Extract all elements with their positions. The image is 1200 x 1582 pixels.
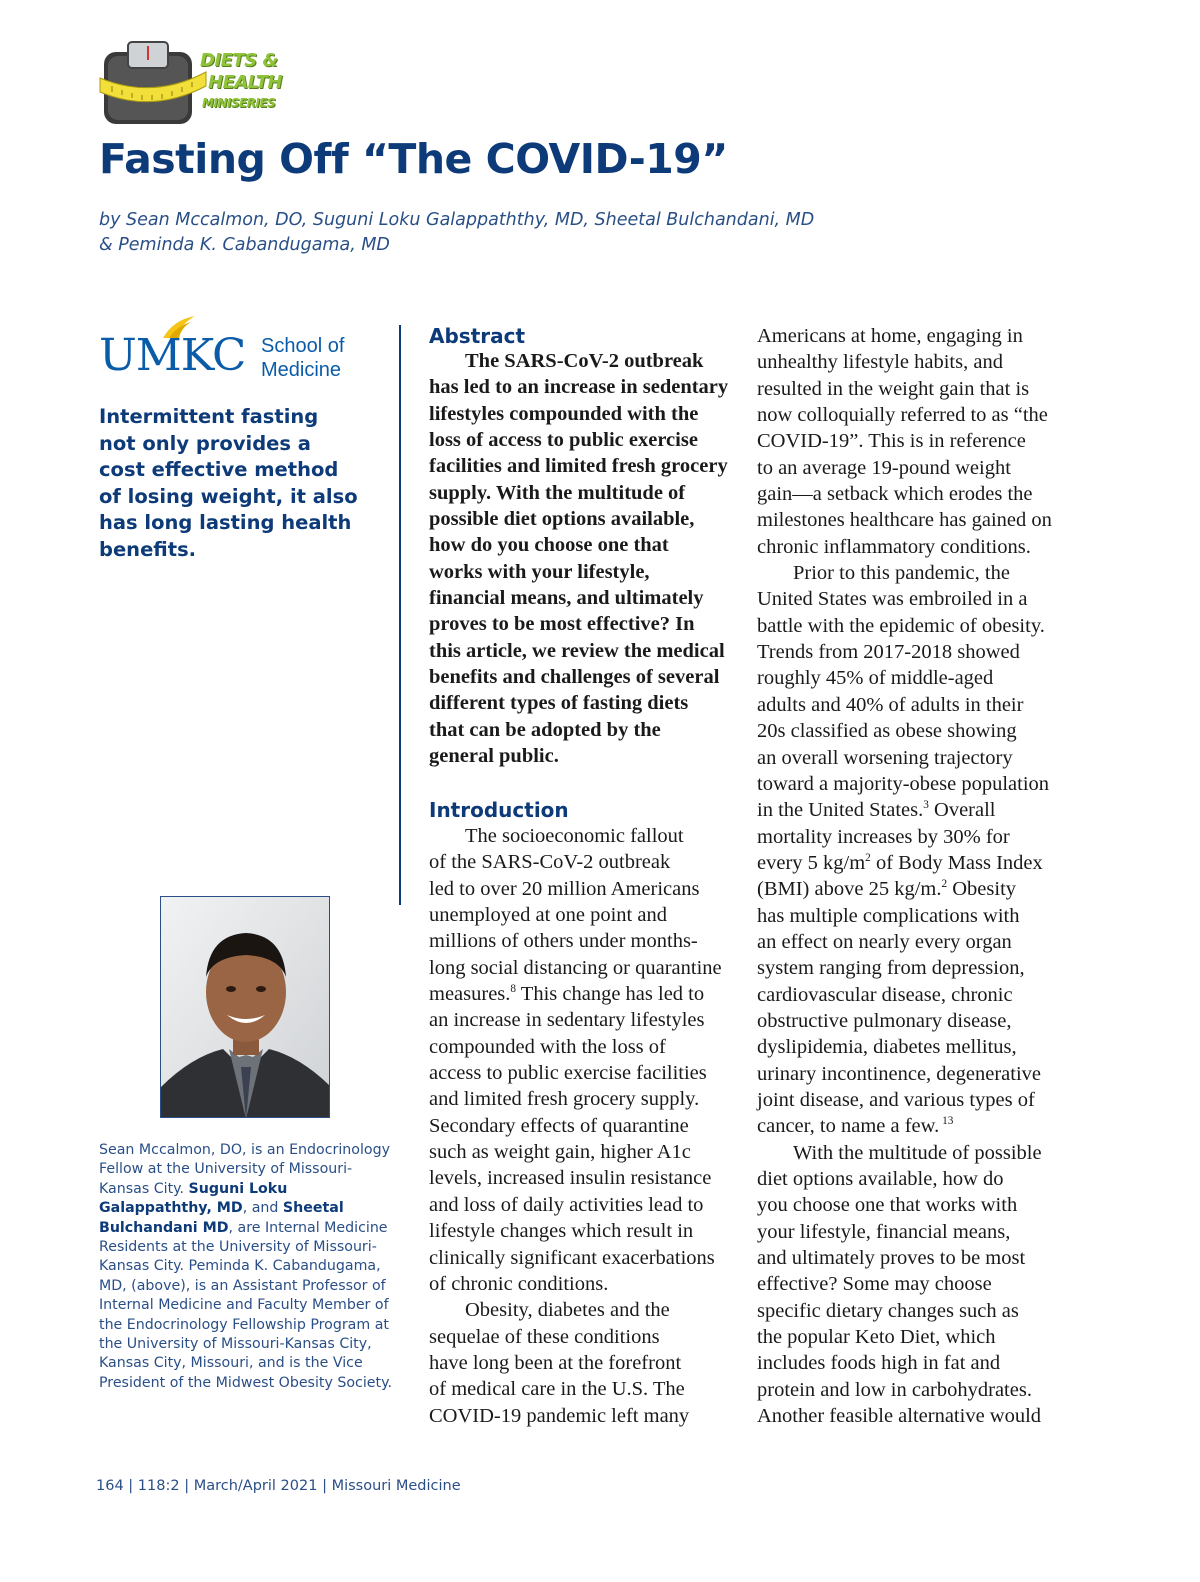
body-line-tail: of Body Mass Index [870, 851, 1043, 874]
intro-line-tail: This change has led to [516, 983, 705, 1006]
body-line [757, 876, 1052, 902]
body-line: Americans at home, engaging in [757, 325, 1023, 347]
reference-8: 8 [510, 983, 517, 996]
body-line: COVID-19”. This is in reference [757, 430, 1026, 453]
abstract-line: has led to an increase in sedentary [429, 376, 729, 399]
abstract-line: general public. [429, 745, 559, 768]
footer-separator: | [184, 1478, 190, 1494]
body-line-text: cancer, to name a few. [757, 1115, 940, 1138]
body-line: With the multitude of possible [793, 1141, 1042, 1164]
bio-text-2: , are Internal Medicine Residents at the University of Missouri-Kansas City. Peminda K. Cabandugama, MD, (above), is an Assistant Professor of Internal Medicine and Faculty Member of the Endocrinology Fellowship Program at the University of Missouri-Kansas City, Kansas City, Missouri, and is the Vice President of the Midwest Obesity Society. [99, 1219, 392, 1391]
umkc-wordmark: UMKC [99, 330, 246, 381]
issue-date: March/April 2021 [193, 1478, 318, 1494]
body-line: has multiple complications with [757, 904, 1020, 927]
body-line: United States was embroiled in a [757, 588, 1028, 611]
series-badge [98, 38, 288, 130]
body-line: Trends from 2017-2018 showed [757, 641, 1020, 664]
abstract-line: financial means, and ultimately [429, 587, 704, 610]
intro-line: and loss of daily activities lead to [429, 1193, 704, 1216]
bio-name-bulchandani: Sheetal Bulchandani MD [99, 1200, 344, 1236]
intro-line: led to over 20 million Americans [429, 877, 700, 900]
page-footer [96, 1478, 461, 1494]
body-line: unhealthy lifestyle habits, and [757, 351, 1003, 374]
body-line: now colloquially referred to as “the [757, 404, 1048, 427]
body-line: milestones healthcare has gained on [757, 509, 1052, 532]
body-line: joint disease, and various types of [757, 1088, 1035, 1111]
intro-line: clinically significant exacerbations [429, 1246, 715, 1269]
abstract-heading: Abstract [429, 324, 526, 348]
body-line [757, 850, 1052, 876]
abstract-line: facilities and limited fresh grocery [429, 455, 728, 478]
bio-separator: , and [242, 1200, 283, 1217]
body-line: an overall worsening trajectory [757, 746, 1013, 769]
intro-line: The socioeconomic fallout [465, 825, 684, 847]
pull-quote: Intermittent fasting not only provides a cost effective method of losing weight, it also has long lasting health benefits. [99, 405, 358, 561]
article-title: Fasting Off “The COVID-19” [99, 135, 728, 183]
author-bio [99, 1141, 399, 1393]
body-line: effective? Some may choose [757, 1273, 992, 1296]
abstract-line: possible diet options available, [429, 508, 695, 531]
abstract-line: The SARS-CoV-2 outbreak [465, 350, 704, 372]
body-line: you choose one that works with [757, 1194, 1018, 1217]
intro-line: lifestyle changes which result in [429, 1220, 694, 1243]
right-column-text [757, 323, 1052, 1429]
body-line: resulted in the weight gain that is [757, 377, 1030, 400]
reference-13: 13 [939, 1115, 954, 1128]
body-line: diet options available, how do [757, 1168, 1004, 1190]
page-number: 164 [96, 1478, 124, 1494]
issue-number: 118:2 [137, 1478, 180, 1494]
intro-line: such as weight gain, higher A1c [429, 1141, 691, 1164]
bio-name-galappaththy: Suguni Loku Galappaththy, MD [99, 1180, 288, 1217]
byline-line-2: & Peminda K. Cabandugama, MD [99, 235, 390, 255]
body-line: obstructive pulmonary disease, [757, 1009, 1012, 1032]
reference-3: 3 [923, 799, 929, 812]
body-line: battle with the epidemic of obesity. [757, 614, 1045, 637]
intro-line: an increase in sedentary lifestyles [429, 1009, 705, 1032]
body-line: adults and 40% of adults in their [757, 693, 1024, 716]
intro-line: levels, increased insulin resistance [429, 1167, 712, 1190]
footer-separator: | [322, 1478, 327, 1494]
abstract-line: benefits and challenges of several [429, 666, 720, 689]
body-line-text: in the United States. [757, 799, 924, 822]
intro-line: of chronic conditions. [429, 1272, 609, 1295]
intro-line: compounded with the loss of [429, 1035, 666, 1058]
intro-line-text: measures. [429, 983, 511, 1006]
intro-line [429, 981, 722, 1007]
intro-line: of medical care in the U.S. The [429, 1378, 685, 1401]
body-line: mortality increases by 30% for [757, 825, 1010, 848]
body-line: urinary incontinence, degenerative [757, 1062, 1042, 1085]
footer-separator: | [128, 1478, 134, 1494]
bio-text-1: Sean Mccalmon, DO, is an Endocrinology Fellow at the University of Missouri-Kansas City. [99, 1142, 390, 1197]
body-line [757, 1113, 1052, 1139]
body-line: toward a majority-obese population [757, 772, 1050, 795]
intro-line: COVID-19 pandemic left many [429, 1404, 690, 1427]
bathroom-scale-icon [98, 38, 208, 128]
abstract-line: this article, we review the medical [429, 639, 725, 662]
body-line-text: every 5 kg/m [757, 851, 866, 874]
series-label-line2: HEALTH [208, 72, 283, 93]
body-line [757, 797, 1052, 823]
intro-line: unemployed at one point and [429, 904, 667, 927]
byline-line-1: by Sean Mccalmon, DO, Suguni Loku Galappaththy, MD, Sheetal Bulchandani, MD [99, 210, 815, 230]
intro-line: sequelae of these conditions [429, 1325, 660, 1348]
abstract-line: proves to be most effective? In [429, 613, 695, 636]
abstract-text [429, 348, 728, 770]
body-line: and ultimately proves to be most [757, 1247, 1026, 1270]
body-line: your lifestyle, financial means, [757, 1220, 1011, 1243]
reference-2: 2 [941, 878, 948, 891]
series-label-line3: MINISERIES [202, 96, 276, 110]
intro-line: of the SARS-CoV-2 outbreak [429, 851, 671, 874]
abstract-line: that can be adopted by the [429, 718, 661, 741]
intro-line: and limited fresh grocery supply. [429, 1088, 700, 1111]
body-line-tail: Overall [928, 799, 996, 822]
body-line: Another feasible alternative would [757, 1405, 1042, 1428]
column-divider [399, 325, 401, 905]
intro-line: long social distancing or quarantine [429, 956, 722, 979]
abstract-line: loss of access to public exercise [429, 429, 698, 452]
body-line: gain—a setback which erodes the [757, 483, 1033, 506]
body-line: to an average 19-pound weight [757, 456, 1011, 479]
body-line: dyslipidemia, diabetes mellitus, [757, 1036, 1017, 1059]
body-line-tail: Obesity [947, 878, 1017, 901]
body-line: specific dietary changes such as [757, 1299, 1019, 1322]
body-line: an effect on nearly every organ [757, 930, 1012, 953]
umkc-subtitle-line2: Medicine [261, 359, 342, 381]
intro-line: access to public exercise facilities [429, 1062, 707, 1085]
introduction-text [429, 823, 722, 1429]
umkc-subtitle-line1: School of [261, 335, 345, 357]
body-line: protein and low in carbohydrates. [757, 1378, 1032, 1401]
body-line: roughly 45% of middle-aged [757, 667, 994, 690]
body-line: the popular Keto Diet, which [757, 1326, 996, 1349]
introduction-heading: Introduction [429, 798, 569, 822]
abstract-line: supply. With the multitude of [429, 481, 686, 504]
series-label-line1: DIETS & [200, 50, 278, 71]
intro-line: millions of others under months- [429, 930, 698, 953]
body-line: system ranging from depression, [757, 957, 1025, 980]
superscript-2: 2 [865, 851, 871, 864]
body-line: cardiovascular disease, chronic [757, 983, 1013, 1006]
abstract-line: different types of fasting diets [429, 692, 689, 715]
abstract-line: works with your lifestyle, [429, 560, 650, 583]
abstract-line: how do you choose one that [429, 534, 669, 557]
body-line-text: (BMI) above 25 kg/m. [757, 878, 942, 901]
umkc-logo [99, 314, 349, 386]
intro-line: Secondary effects of quarantine [429, 1114, 689, 1137]
journal-name: Missouri Medicine [331, 1478, 461, 1494]
intro-line: have long been at the forefront [429, 1351, 682, 1374]
intro-line: Obesity, diabetes and the [465, 1299, 670, 1322]
body-line: 20s classified as obese showing [757, 720, 1017, 743]
body-line: chronic inflammatory conditions. [757, 535, 1031, 558]
body-line: Prior to this pandemic, the [793, 562, 1010, 585]
abstract-line: lifestyles compounded with the [429, 402, 699, 425]
author-photo [160, 896, 330, 1118]
body-line: includes foods high in fat and [757, 1352, 1001, 1375]
